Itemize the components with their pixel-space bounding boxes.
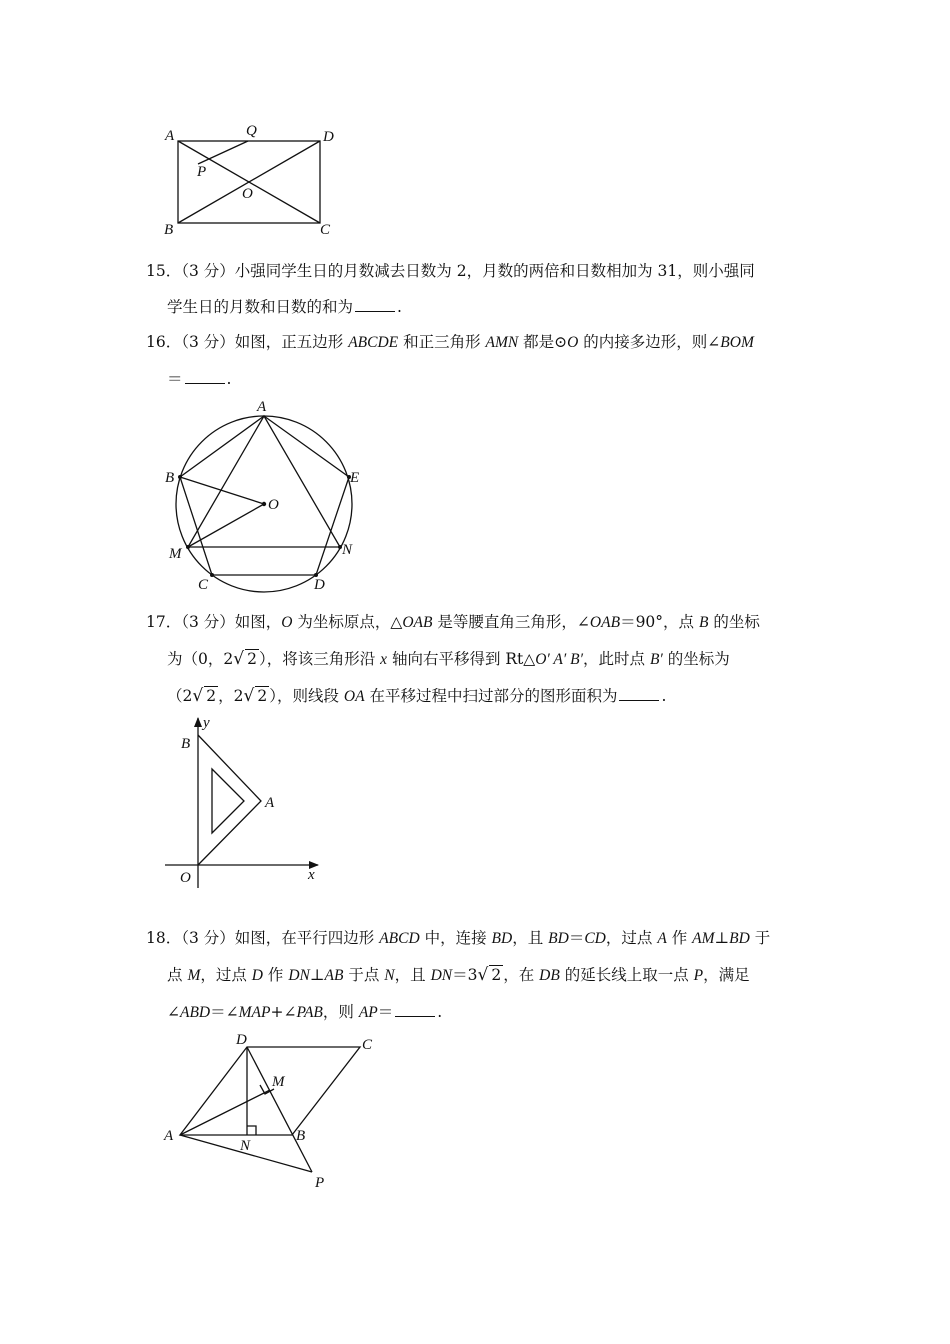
label-A: A <box>265 795 275 811</box>
figure-parallelogram <box>160 1030 380 1195</box>
question-score: （3 分） <box>181 613 235 631</box>
label-M: M <box>169 546 182 562</box>
question-number: 18． <box>146 929 182 947</box>
label-B: B <box>165 470 175 486</box>
sqrt-icon: √ <box>477 965 489 985</box>
answer-blank[interactable] <box>355 296 395 312</box>
label-D: D <box>323 129 334 145</box>
label-N: N <box>342 542 353 558</box>
question-18: 18．（3 分）如图，在平行四边形 ABCD 中，连接 BD，且 BD＝CD，过点 A 作 AM⊥BD 于 点 M，过点 D 作 DN⊥AB 于点 N，且 DN＝3√ 2 ，在 DB 的延长线上取一点 P，满足 ∠ABD＝∠MAP+∠PAB，则 AP＝ . <box>146 929 771 1021</box>
label-P: P <box>197 164 207 180</box>
sqrt-icon: √ <box>192 686 204 706</box>
question-number: 17． <box>146 613 182 631</box>
label-N: N <box>240 1138 251 1154</box>
question-17: 17．（3 分）如图，O 为坐标原点，△OAB 是等腰直角三角形，∠OAB＝90°，点 B 的坐标 为（0，2√ 2 ），将该三角形沿 x 轴向右平移得到 Rt△O′ A′ B′，此时点 B′ 的坐标为 （2√ 2 ，2√ 2 ），则线段 OA 在平移过程中扫过部分的图形面积为 . <box>146 613 760 706</box>
label-C: C <box>362 1037 373 1053</box>
sqrt-icon: √ <box>243 686 255 706</box>
figure-coordinate-triangle <box>160 712 330 892</box>
label-A: A <box>257 399 267 415</box>
question-score: （3 分） <box>181 333 235 351</box>
label-D: D <box>236 1032 247 1048</box>
label-C: C <box>320 222 331 238</box>
label-D: D <box>314 577 325 593</box>
answer-blank[interactable] <box>619 685 659 701</box>
label-B: B <box>296 1128 306 1144</box>
label-O: O <box>268 497 279 513</box>
label-M: M <box>272 1074 285 1090</box>
label-P: P <box>315 1175 325 1191</box>
question-16: 16．（3 分）如图，正五边形 ABCDE 和正三角形 AMN 都是⊙O 的内接多边形，则∠BOM ＝ . <box>146 333 754 388</box>
figure-rectangle <box>160 118 340 243</box>
label-C: C <box>198 577 209 593</box>
label-Q: Q <box>246 123 257 139</box>
answer-blank[interactable] <box>395 1001 435 1017</box>
label-A: A <box>165 128 175 144</box>
figure-circle-pentagon <box>160 398 370 593</box>
question-number: 15． <box>146 262 182 280</box>
label-O: O <box>180 870 191 886</box>
label-B: B <box>164 222 174 238</box>
label-y: y <box>203 715 210 731</box>
question-number: 16． <box>146 333 182 351</box>
question-15: 15．（3 分）小强同学生日的月数减去日数为 2，月数的两倍和日数相加为 31，则小强同 学生日的月数和日数的和为 . <box>146 262 755 316</box>
label-B: B <box>181 736 191 752</box>
question-score: （3 分） <box>181 929 235 947</box>
sqrt-icon: √ <box>233 649 245 669</box>
label-E: E <box>350 470 360 486</box>
label-x: x <box>308 867 315 883</box>
answer-blank[interactable] <box>185 368 225 384</box>
label-O: O <box>242 186 253 202</box>
question-score: （3 分） <box>181 262 235 280</box>
label-A: A <box>164 1128 174 1144</box>
